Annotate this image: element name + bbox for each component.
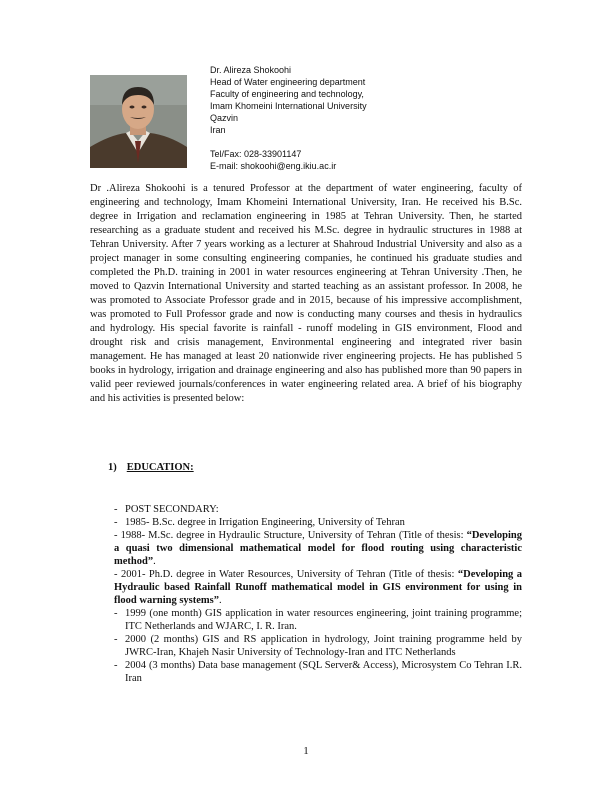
portrait-photo xyxy=(90,75,187,168)
contact-country: Iran xyxy=(210,125,226,135)
biography-paragraph: Dr .Alireza Shokoohi is a tenured Professor at the department of water engineering, faculty of engineering and technology, Imam Khomeini International University, Iran. He received his B.Sc. degree in Irrigation and reclamation engineering in 1985 at Tehran University. Then, he started researching as a graduate student and received his M.Sc. degree in hydraulic structures in 1988 at Tehran University. After 7 years working as a lecturer at Shahroud Industrial University and also as a project manager in some consulting engineering companies, he continued his graduate studies and completed the Ph.D. training in 2001 in water resources engineering at Tehran University .Then, he moved to Qazvin International University and started teaching as an assistant professor. In 2008, he was promoted to Associate Professor grade and in 2015, because of his impressive accomplishment, was promoted to Full Professor grade and now is conducting many courses and thesis in hydraulics and hydrology. His special favorite is rainfall - runoff modeling in GIS environment, Flood and drought risk and crisis management, Environmental engineering and integrated river basin management. He has managed at least 20 nationwide river engineering projects. He has published 5 books in hydrology, irrigation and drainage engineering and also has published more than 90 papers in valid peer reviewed journals/conferences in water engineering related area. A brief of his biography and his activities is presented below: xyxy=(90,183,522,404)
list-item: - 2001- Ph.D. degree in Water Resources, University of Tehran (Title of thesis: “Developing a Hydraulic based Rainfall Runoff mathematical model in GIS environment for using in flood warning systems”. xyxy=(114,569,523,606)
list-item: - 2004 (3 months) Data base management (SQL Server& Access), Microsystem Co Tehran I.R. Iran xyxy=(114,660,522,684)
list-item: - 1985- B.Sc. degree in Irrigation Engineering, University of Tehran xyxy=(114,517,405,528)
thesis-title: “Developing a quasi two dimensional mathematical model for flood routing using characteristic method” xyxy=(114,530,523,567)
list-item: - POST SECONDARY: xyxy=(114,504,219,515)
contact-faculty: Faculty of engineering and technology, xyxy=(210,89,364,99)
education-heading xyxy=(108,462,194,473)
contact-city: Qazvin xyxy=(210,113,239,123)
section-number: 1) xyxy=(108,462,117,473)
list-item: - 1999 (one month) GIS application in water resources engineering, joint training programme; ITC Netherlands and WJARC, I. R. Iran. xyxy=(114,608,522,632)
thesis-title: “Developing a Hydraulic based Rainfall Runoff mathematical model in GIS environment for using in flood warning systems” xyxy=(114,569,523,606)
contact-university: Imam Khomeini International University xyxy=(210,101,367,111)
contact-position: Head of Water engineering department xyxy=(210,77,366,87)
page-number: 1 xyxy=(303,745,309,757)
contact-email: E-mail: shokoohi@eng.ikiu.ac.ir xyxy=(210,161,337,171)
contact-block xyxy=(210,64,367,172)
list-item: - 1988- M.Sc. degree in Hydraulic Structure, University of Tehran (Title of thesis: “Developing a quasi two dimensional mathematical model for flood routing using characteristic method”. xyxy=(114,530,523,567)
contact-name: Dr. Alireza Shokoohi xyxy=(210,65,292,75)
list-item: - 2000 (2 months) GIS and RS application in hydrology, Joint training programme held by JWRC-Iran, Khajeh Nasir University of Technology-Iran and ITC Netherlands xyxy=(114,634,522,658)
section-title: EDUCATION: xyxy=(126,462,194,473)
contact-tel: Tel/Fax: 028-33901147 xyxy=(210,149,302,159)
education-list xyxy=(114,503,522,685)
